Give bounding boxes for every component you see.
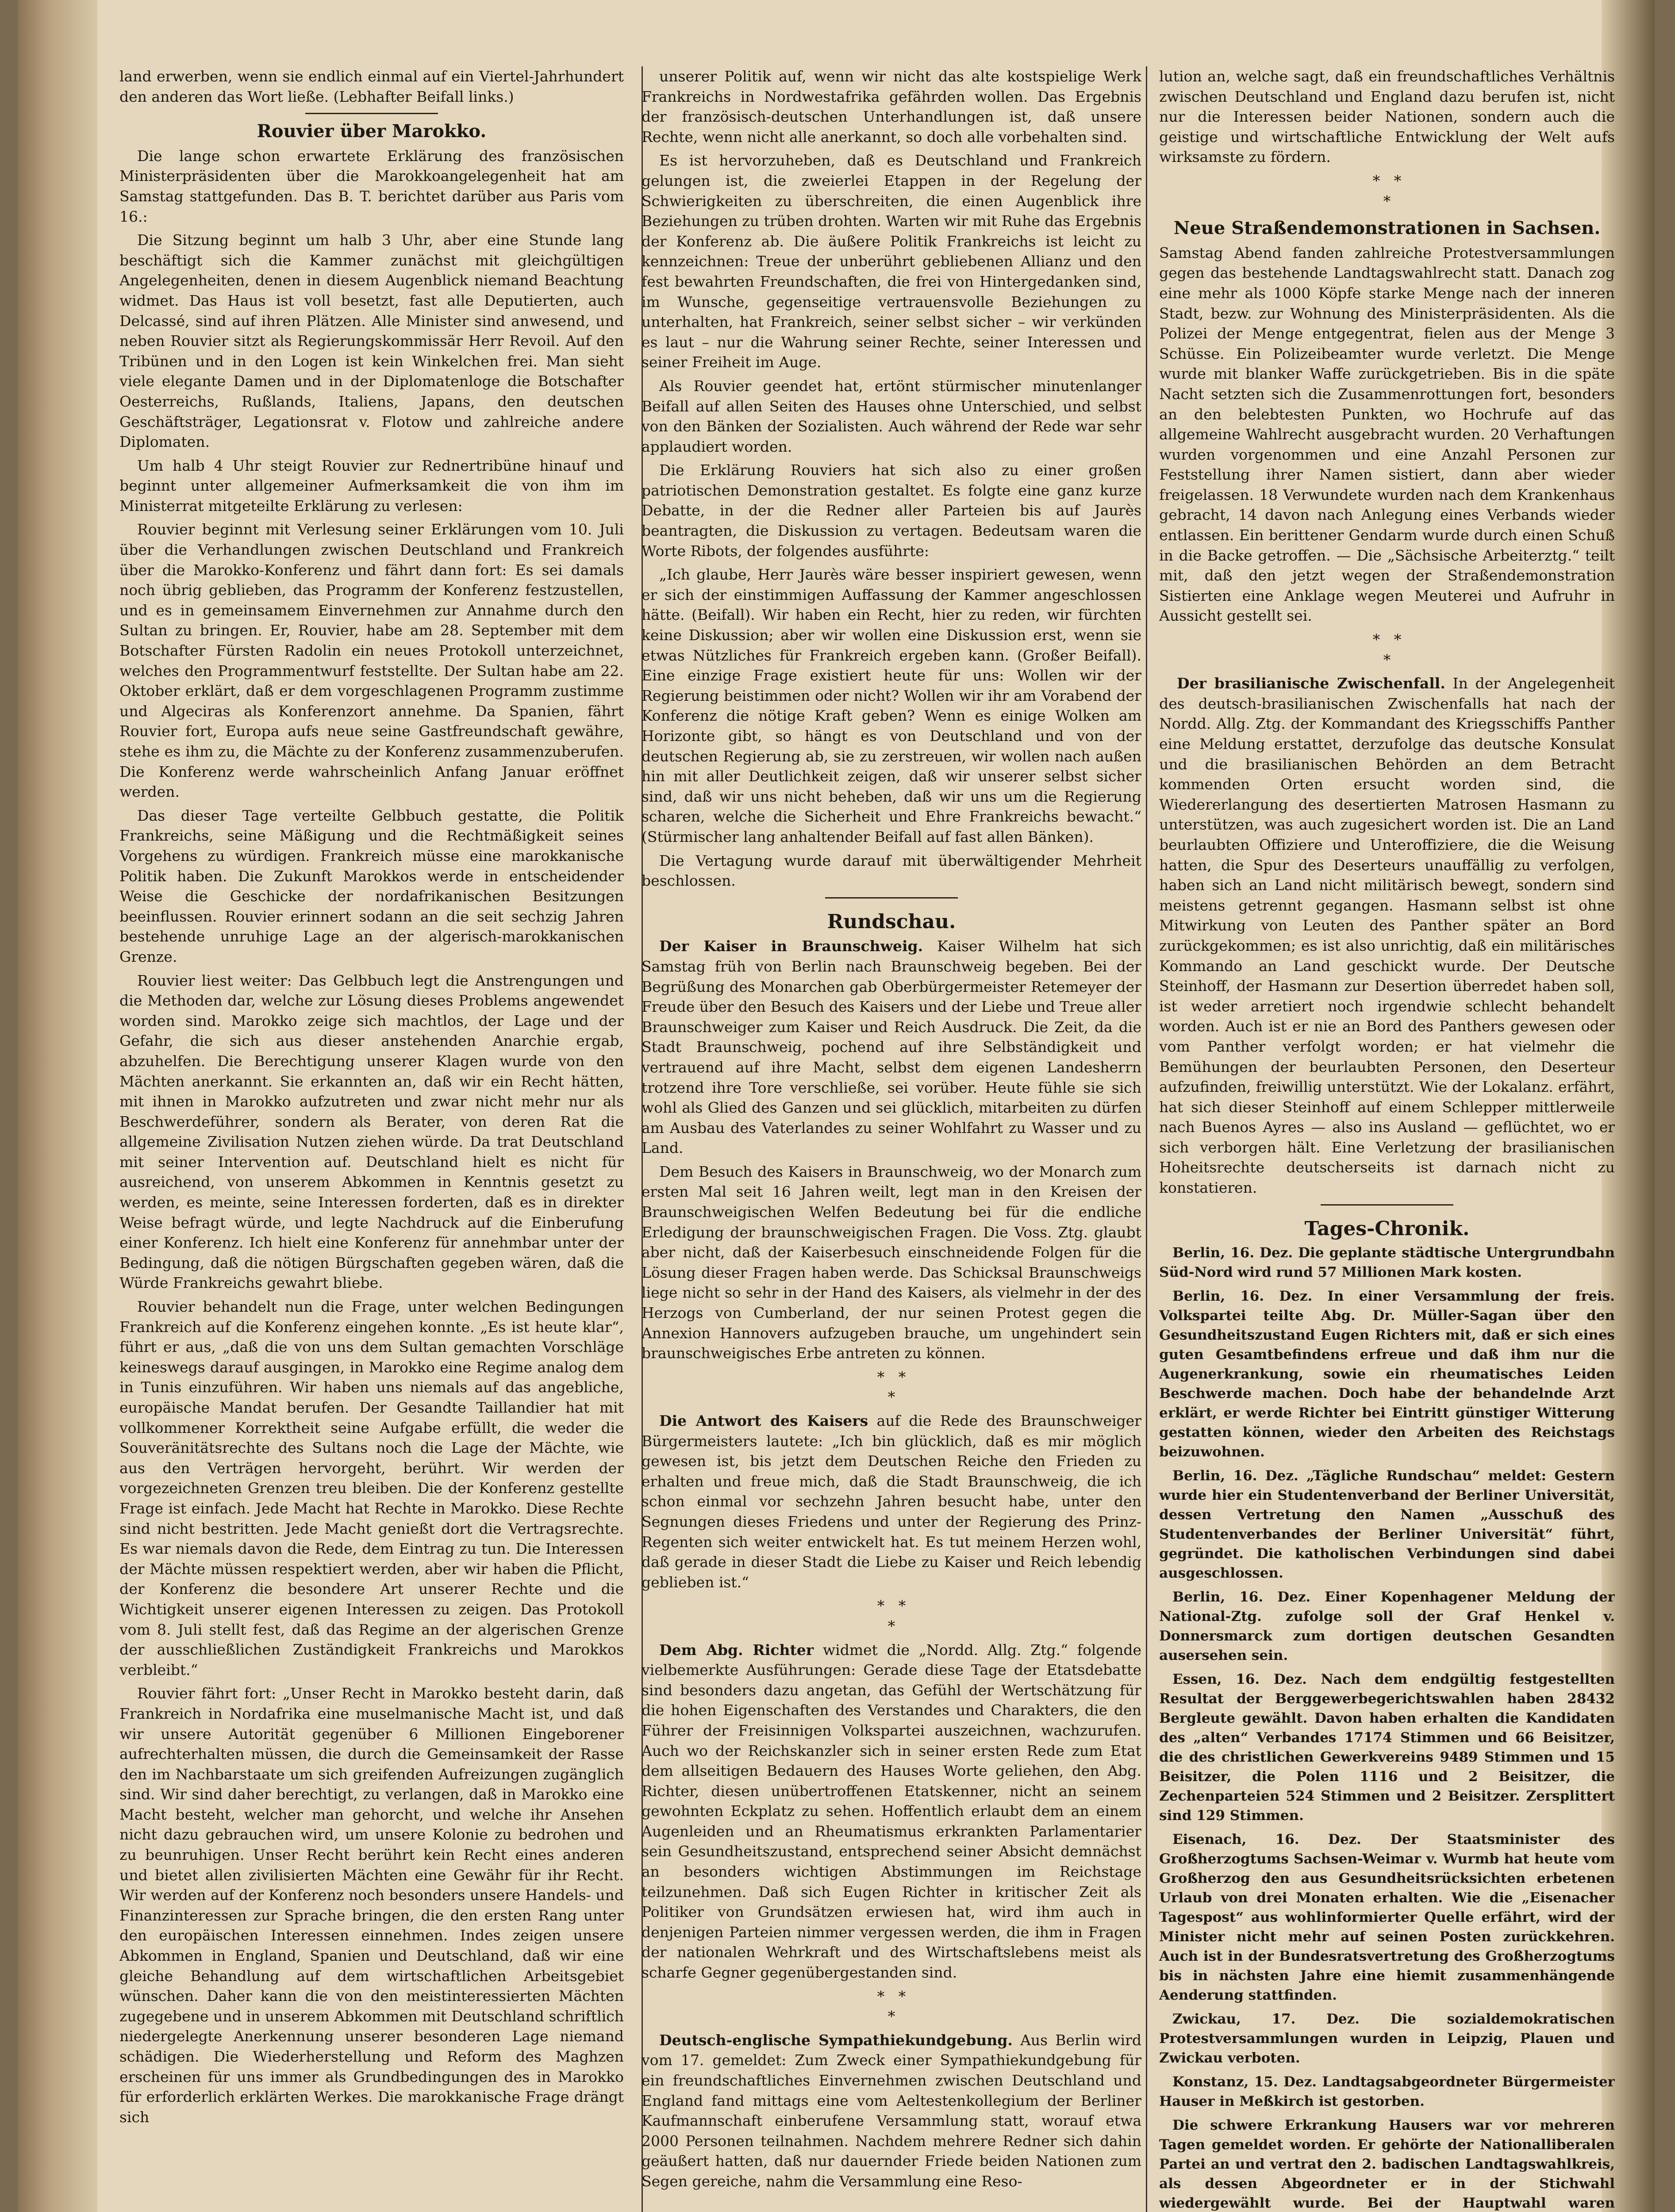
separator-stars: * * * bbox=[1372, 631, 1402, 668]
paragraph: Rouvier liest weiter: Das Gelbbuch legt die Anstrengungen und die Methoden dar, welche zur Lösung dieses Problems angewendet worden sind. Marokko zeige sich machtlos, der Lage und der Gefahr, die sich aus dieser anstehenden Anarchie ergab, abzuhelfen. Die Berechtigung unserer Klagen wurde von den Mächten anerkannt. Sie erkannten an, daß wir ein Recht hätten, mit ihnen in Marokko aufzutreten und zwar nicht mehr nur als Beschwerdeführer, sondern als Berater, von deren Rat die allgemeine Zivilisation Nutzen ziehen würde. Da trat Deutschland mit seiner Intervention auf. Deutschland hielt es nicht für ausreichend, von unserem Abkommen in Kenntnis gesetzt zu werden, es meinte, seine Interessen forderten, daß es in direkter Weise befragt würde, und legte Nachdruck auf die Einberufung einer Konferenz. Ich hielt eine Konferenz für annehmbar unter der Bedingung, daß die nötigen Bürgschaften gegeben wären, daß die Würde Frankreichs gewahrt bliebe. bbox=[119, 972, 624, 1292]
column-3 bbox=[1159, 66, 1615, 2212]
article-text: widmet die „Nordd. Allg. Ztg.“ folgende vielbemerkte Ausführungen: Gerade diese Tage der Etatsdebatte sind besonders dazu angetan, das Gefühl der Wertschätzung für die hohen Eigenschaften des Verstandes und Charakters, die den Führer der Freisinnigen Volkspartei auszeichnen, wachzurufen. Auch wo der Reichskanzler sich in seiner ersten Rede zum Etat dem allseitigen Bedauern des Hauses Worte geliehen, den Abg. Richter, diesen unübertroffenen Etatskenner, nicht an seinem gewohnten Eckplatz zu sehen. Hoffentlich erlaubt dem an einem Augenleiden und an Rheumatismus erkrankten Parlamentarier sein Gesundheitszustand, entsprechend seiner Absicht demnächst an besonders wichtigen Abstimmungen im Reichstage teilzunehmen. Daß sich Eugen Richter in kritischer Zeit als Politiker von Grundsätzen erwiesen hat, wird ihm auch in denjenigen Parteien nimmer vergessen werden, die ihm in Fragen der nationalen Wehrkraft und des Wirtschaftslebens meist als scharfe Gegner gegenübergestanden sind. bbox=[642, 1641, 1141, 1982]
chronicle-list bbox=[1159, 1243, 1615, 2212]
article-body bbox=[119, 146, 624, 2128]
paragraph: Um halb 4 Uhr steigt Rouvier zur Rednertribüne hinauf und beginnt unter allgemeiner Aufmerksamkeit die von ihm im Ministerrat mitgeteilte Erklärung zu verlesen: bbox=[119, 457, 624, 515]
article-body bbox=[642, 66, 1141, 891]
paragraph: Samstag Abend fanden zahlreiche Protestversammlungen gegen das bestehende Landtagswahlrecht statt. Danach zog eine mehr als 1000 Köpfe starke Menge nach der inneren Stadt, bezw. zur Wohnung des Ministerpräsidenten. Als die Polizei der Menge entgegentrat, fielen aus der Menge 3 Schüsse. Ein Polizeibeamter wurde verletzt. Die Menge wurde mit blanker Waffe zurückgetrieben. Bis in die späte Nacht setzten sich die Zusammenrottungen fort, besonders an den belebtesten Punkten, wo Hochrufe auf das allgemeine Wahlrecht ausgebracht wurden. 20 Verhaftungen wurden vorgenommen und eine Anzahl Personen zur Feststellung ihrer Namen sistiert, dann aber wieder freigelassen. 18 Verwundete wurden nach dem Krankenhaus gebracht, 14 davon nach Anlegung eines Verbands wieder entlassen. Ein berittener Gendarm wurde durch einen Schuß in die Backe getroffen. — Die „Sächsische Arbeiterztg.“ teilt mit, daß den jetzt wegen der Straßendemonstration Sistierten eine Anklage wegen Meuterei und Aufruhr in Aussicht gestellt sei. bbox=[1159, 244, 1615, 625]
article-text: In der Angelegenheit des deutsch-brasilianischen Zwischenfalls hat nach der Nordd. Allg. Ztg. der Kommandant des Kriegsschiffs Panther eine Meldung erstattet, derzufolge das deutsche Konsulat und die brasilianischen Behörden an dem Betracht kommenden Orten ersucht worden sind, die Wiedererlangung des desertierten Matrosen Hasmann zu unterstützen, was auch zugesichert worden ist. Die an Land beurlaubten Offiziere und Unteroffiziere, die die Weisung hatten, die Spur des Deserteurs unauffällig zu verfolgen, haben sich an Land nicht militärisch bewegt, sondern sind meistens getrennt gegangen. Hasmann selbst ist ohne Mitwirkung von Leuten des Panther später an Bord zurückgekommen; es ist also unrichtig, daß ein militärisches Kommando an Land geschickt wurde. Der Deutsche Steinhoff, der Hasmann zur Desertion überredet haben soll, ist weder arretiert noch irgendwie schlecht behandelt worden. Auch ist er nie an Bord des Panthers gewesen oder vom Panther verfolgt worden; er hat vielmehr die Bemühungen der beurlaubten Personen, den Deserteur aufzufinden, freiwillig unterstützt. Wie der Lokalanz. erfährt, hat sich dieser Steinhoff auf einem Schlepper mittlerweile nach Buenos Ayres — also ins Ausland — geflüchtet, wo er sich verborgen hält. Eine Verletzung der brasilianischen Hoheitsrechte deutscherseits ist darnach nicht zu konstatieren. bbox=[1159, 675, 1615, 1197]
article-heading: Neue Straßendemonstrationen in Sachsen. bbox=[1173, 218, 1601, 239]
article-heading: Dem Abg. Richter bbox=[659, 1641, 814, 1659]
paragraph: Als Rouvier geendet hat, ertönt stürmischer minutenlanger Beifall auf allen Seiten des Hauses ohne Unterschied, und selbst von den Bänken der Sozialisten. Auch während der Rede war sehr applaudiert worden. bbox=[642, 377, 1141, 455]
separator-stars: * * * bbox=[877, 1987, 906, 2025]
chronicle-item: Berlin, 16. Dez. „Tägliche Rundschau“ meldet: Gestern wurde hier ein Studentenverband der Berliner Universität, dessen Vertretung den Namen „Ausschuß des Studentenverbandes der Berliner Universität“ führt, gegründet. Die katholischen Verbindungen sind dabei ausgeschlossen. bbox=[1159, 1468, 1615, 1582]
chronicle-item: Eisenach, 16. Dez. Der Staatsminister des Großherzogtums Sachsen-Weimar v. Wurmb hat heute vom Großherzog den aus Gesundheitsrücksichten erbetenen Urlaub von drei Monaten erhalten. Wie die „Eisenacher Tagespost“ aus wohlinformierter Quelle erfährt, wird der Minister nicht mehr auf seinen Posten zurückkehren. Auch ist in der Bundesratsvertretung des Großherzogtums bis in nächsten Jahre eine hiemit zusammenhängende Aenderung stattfinden. bbox=[1159, 1832, 1615, 2004]
separator-stars: * * * bbox=[877, 1597, 906, 1635]
paragraph: lution an, welche sagt, daß ein freundschaftliches Verhältnis zwischen Deutschland und England dazu berufen ist, nicht nur die Interessen beider Nationen, sondern auch die geistige und wirtschaftliche Entwicklung der Welt aufs wirksamste zu fördern. bbox=[1159, 68, 1615, 166]
chronicle-item: Berlin, 16. Dez. Die geplante städtische Untergrundbahn Süd-Nord wird rund 57 Millionen Mark kosten. bbox=[1159, 1245, 1615, 1281]
chronicle-item: Zwickau, 17. Dez. Die sozialdemokratischen Protestversammlungen wurden in Leipzig, Plauen und Zwickau verboten. bbox=[1159, 2011, 1615, 2066]
article-text: auf die Rede des Braunschweiger Bürgermeisters lautete: „Ich bin glücklich, daß es mir möglich gewesen ist, bis jetzt dem Deutschen Reiche den Frieden zu erhalten und freue mich, daß die Stadt Braunschweig, die ich schon einmal vor sechzehn Jahren besucht habe, unter den Segnungen dieses Friedens und unter der Regierung des Prinz-Regenten sich weiter entwickelt hat. Es tut meinem Herzen wohl, daß gerade in dieser Stadt die Liebe zu Kaiser und Reich lebendig geblieben ist.“ bbox=[642, 1412, 1141, 1591]
section-heading: Rundschau. bbox=[827, 910, 956, 933]
chronicle-item: Berlin, 16. Dez. Einer Kopenhagener Meldung der National-Ztg. zufolge soll der Graf Henkel v. Donnersmarck zum dortigen deutschen Gesandten ausersehen sein. bbox=[1159, 1589, 1615, 1664]
column-1 bbox=[119, 66, 624, 2212]
section-heading: Tages-Chronik. bbox=[1304, 1217, 1470, 1240]
paragraph: Die lange schon erwartete Erklärung des französischen Ministerpräsidenten über die Marokkoangelegenheit hat am Samstag stattgefunden. Das B. T. berichtet darüber aus Paris vom 16.: bbox=[119, 147, 624, 225]
article-heading: Rouvier über Marokko. bbox=[257, 121, 487, 142]
paragraph: Rouvier behandelt nun die Frage, unter welchen Bedingungen Frankreich auf die Konferenz eingehen konnte. „Es ist heute klar“, führt er aus, „daß die von uns dem Sultan gemachten Vorschläge keineswegs darauf ausgingen, in Marokko eine Regime analog dem in Tunis einzuführen. Wir haben uns niemals auf das angebliche, europäische Mandat berufen. Der Gesandte Taillandier hat mit vollkommener Korrektheit seine Aufgabe erfüllt, die weder die Souveränitätsrechte des Sultans noch die Lage der Mächte, wie aus den Verträgen hervorgeht, berührt. Wir werden der vorgezeichneten Grenzen treu bleiben. Die der Konferenz gestellte Frage ist einfach. Jede Macht hat Rechte in Marokko. Diese Rechte sind nicht bestritten. Jede Macht genießt dort die Vertragsrechte. Es war niemals davon die Rede, dem Eintrag zu tun. Die Interessen der Mächte müssen respektiert werden, aber wir haben die Pflicht, der Konferenz die besondere Art unserer Rechte und die Wichtigkeit unserer eigenen Interessen zu zeigen. Das Protokoll vom 8. Juli stellt fest, daß das Regime an der algerischen Grenze der ausschließlichen Zuständigkeit Frankreichs und Marokkos verbleibt.“ bbox=[119, 1298, 624, 1678]
paragraph: Die Erklärung Rouviers hat sich also zu einer großen patriotischen Demonstration gestaltet. Es folgte eine ganz kurze Debatte, in der die Redner aller Parteien bis auf Jaurès beantragten, die Diskussion zu vertagen. Bedeutsam waren die Worte Ribots, der folgendes ausführte: bbox=[642, 461, 1141, 560]
paragraph: Die Vertagung wurde darauf mit überwältigender Mehrheit beschlossen. bbox=[642, 852, 1141, 890]
chronicle-item: Konstanz, 15. Dez. Landtagsabgeordneter Bürgermeister Hauser in Meßkirch ist gestorben. bbox=[1159, 2074, 1615, 2110]
article-text: Kaiser Wilhelm hat sich Samstag früh von Berlin nach Braunschweig begeben. Bei der Begrüßung des Monarchen gab Oberbürgermeister Retemeyer der Freude über den Besuch des Kaisers und der Liebe und Treue aller Braunschweiger zum Kaiser und Reich Ausdruck. Die Zeit, da die Stadt Braunschweig, pochend auf ihre Selbständigkeit und vertrauend auf ihre Macht, selbst dem eigenen Landesherrn trotzend ihre Tore verschließe, sei vorüber. Heute fühle sie sich wohl als Glied des Ganzen und sei glücklich, mitarbeiten zu dürfen am Ausbau des Vaterlandes zu seiner Wohlfahrt zu Wasser und zu Land. bbox=[642, 937, 1141, 1157]
paragraph: Die Sitzung beginnt um halb 3 Uhr, aber eine Stunde lang beschäftigt sich die Kammer zunächst mit gleichgültigen Angelegenheiten, denen in diesem Augenblick niemand Beachtung widmet. Das Haus ist voll besetzt, fast alle Deputierten, auch Delcassé, sind auf ihren Plätzen. Alle Minister sind anwesend, und neben Rouvier sitzt als Regierungskommissär Herr Revoil. Auf den Tribünen und in den Logen ist kein Winkelchen frei. Man sieht viele elegante Damen und in der Diplomatenloge die Botschafter Oesterreichs, Rußlands, Italiens, Japans, den deutschen Geschäftsträger, Legationsrat v. Flotow und zahlreiche andere Diplomaten. bbox=[119, 231, 624, 451]
paragraph: unserer Politik auf, wenn wir nicht das alte kostspielige Werk Frankreichs in Nordwestafrika gefährden wollen. Das Ergebnis der französisch-deutschen Unterhandlungen ist, daß unsere Rechte, wenn nicht alle anerkannt, so doch alle vorbehalten sind. bbox=[642, 68, 1141, 146]
paragraph: Das dieser Tage verteilte Gelbbuch gestatte, die Politik Frankreichs, seine Mäßigung und die Rechtmäßigkeit seines Vorgehens zu würdigen. Frankreich müsse eine marokkanische Politik haben. Die Zukunft Marokkos werde in entscheidender Weise die Geschicke der nordafrikanischen Besitzungen beeinflussen. Rouvier erinnert sodann an die seit sechzig Jahren bestehende unruhige Lage an der algerisch-marokkanischen Grenze. bbox=[119, 806, 624, 965]
paragraph: Dem Besuch des Kaisers in Braunschweig, wo der Monarch zum ersten Mal seit 16 Jahren weilt, legt man in den Kreisen der Braunschweigischen Welfen Bedeutung bei für die endliche Erledigung der braunschweigischen Fragen. Die Voss. Ztg. glaubt aber nicht, daß der Kaiserbesuch einschneidende Folgen für die Lösung dieser Fragen haben werde. Das Schicksal Braunschweigs liege nicht so sehr in der Hand des Kaisers, als vielmehr in der des Herzogs von Cumberland, der nur seinen Protest gegen die Annexion Hannovers aufzugeben brauche, um ungehindert sein braunschweigisches Erbe antreten zu können. bbox=[642, 1163, 1141, 1362]
chronicle-item: Berlin, 16. Dez. In einer Versammlung der freis. Volkspartei teilte Abg. Dr. Müller-Sagan über den Gesundheitszustand Eugen Richters mit, daß er sich eines guten Gesamtbefindens erfreue und daß ihm nur die Augenerkrankung, sowie ein rheumatisches Leiden Beschwerde machen. Doch habe der behandelnde Arzt erklärt, er werde Richter bei Eintritt günstiger Witterung gestatten können, wieder den Arbeiten des Reichstags beizuwohnen. bbox=[1159, 1288, 1615, 1460]
chronicle-item: Essen, 16. Dez. Nach dem endgültig festgestellten Resultat der Berggewerbegerichtswahlen haben 28432 Bergleute gewählt. Davon haben erhalten die Kandidaten des „alten“ Verbandes 17174 Stimmen und 66 Beisitzer, die des christlichen Gewerkvereins 9489 Stimmen und 15 Beisitzer, die Polen 1116 und 2 Beisitzer, die Zechenparteien 524 Stimmen und 2 Beisitzer. Zersplittert sind 129 Stimmen. bbox=[1159, 1671, 1615, 1824]
article-heading: Die Antwort des Kaisers bbox=[659, 1412, 868, 1429]
paragraph: Rouvier fährt fort: „Unser Recht in Marokko besteht darin, daß Frankreich in Nordafrika eine muselmanische Macht ist, und daß wir unsere Autorität gegenüber 6 Millionen Eingeborener aufrechterhalten müssen, die durch die Gemeinsamkeit der Rasse den im Nachbarstaate um sich greifenden Aufreizungen zugänglich sind. Wir sind daher berechtigt, zu verlangen, daß in Marokko eine Macht besteht, welcher man gehorcht, und welche ihr Ansehen nicht dazu gebrauchen wird, um unsere Kolonie zu bedrohen und zu beunruhigen. Unser Recht berührt kein Recht eines anderen und bietet allen zivilisierten Mächten eine Gewähr für ihr Recht. Wir werden auf der Konferenz noch besonders unsere Handels- und Finanzinteressen zur Sprache bringen, die den ersten Rang unter den europäischen Interessen einnehmen. Indes zeigen unsere Abkommen in England, Spanien und Deutschland, daß wir eine gleiche Behandlung auf dem wirtschaftlichen Arbeitsgebiet wünschen. Daher kann die von den meistinteressierten Mächten zugegebene und in unserem Abkommen mit Deutschland schriftlich niedergelegte Anerkennung unserer besonderen Lage niemand schädigen. Die Wiederherstellung und Reform des Maghzen erscheinen für uns immer als Grundbedingungen des in Marokko für erforderlich erklärten Werkes. Die marokkanische Frage drängt sich bbox=[119, 1685, 624, 2126]
paragraph: „Ich glaube, Herr Jaurès wäre besser inspiriert gewesen, wenn er sich der einstimmigen Auffassung der Kammer angeschlossen hätte. (Beifall). Wir haben ein Recht, hier zu reden, wir fürchten keine Diskussion; aber wir wollen eine Diskussion erst, wenn sie etwas Nützliches für Frankreich ergeben kann. (Großer Beifall). Eine einzige Frage existiert heute für uns: Wollen wir der Regierung beistimmen oder nicht? Wollen wir ihr am Vorabend der Konferenz die nötige Kraft geben? Wenn es einige Wolken am Horizonte gibt, so hängt es von Deutschland und von der deutschen Regierung ab, sie zu zerstreuen, wir wollen nach außen hin mit aller Deutlichkeit zeigen, daß wir unserer selbst sicher sind, daß wir uns nicht beheben, daß wir uns um die Regierung scharen, welche die Sicherheit und Ehre Frankreichs bewacht.“ (Stürmischer lang anhaltender Beifall auf fast allen Bänken). bbox=[642, 566, 1141, 845]
divider bbox=[1321, 1204, 1453, 1206]
paragraph: Rouvier beginnt mit Verlesung seiner Erklärungen vom 10. Juli über die Verhandlungen zwischen Deutschland und Frankreich über die Marokko-Konferenz und fährt dann fort: Es sei damals noch übrig geblieben, das Programm der Konferenz festzustellen, und es in gemeinsamem Einvernehmen zur Annahme durch den Sultan zu bringen. Er, Rouvier, habe am 28. September mit dem Botschafter Fürsten Radolin ein neues Protokoll unterzeichnet, welches den Programmentwurf feststellte. Der Sultan habe am 22. Oktober erklärt, daß er dem vorgeschlagenen Programm zustimme und Algeciras als Konferenzort annehme. Da Spanien, fährt Rouvier fort, Europa aufs neue seine Gastfreundschaft gewähre, stehe es ihm zu, die Mächte zu der Konferenz zusammenzuberufen. Die Konferenz werde wahrscheinlich Anfang Januar eröffnet werden. bbox=[119, 521, 624, 801]
article-text: Aus Berlin wird vom 17. gemeldet: Zum Zweck einer Sympathiekundgebung für ein freundschaftliches Einvernehmen zwischen Deutschland und England fand mittags eine vom Aeltestenkollegium der Berliner Kaufmannschaft einberufene Versammlung statt, worauf etwa 2000 Personen teilnahmen. Nachdem mehrere Redner sich dahin geäußert hatten, daß nur dauernder Friede beiden Nationen zum Segen gereiche, nahm die Versammlung eine Reso- bbox=[642, 2031, 1141, 2190]
chronicle-item: Die schwere Erkrankung Hausers war vor mehreren Tagen gemeldet worden. Er gehörte der Nationalliberalen Partei an und vertrat den 2. badischen Landtagswahlkreis, als dessen Abgeordneter er in der Stichwahl wiedergewählt wurde. Bei der Hauptwahl waren bbox=[1159, 2117, 1615, 2212]
article-heading: Deutsch-englische Sympathiekundgebung. bbox=[659, 2031, 1013, 2049]
newspaper-page bbox=[18, 0, 1655, 2212]
divider bbox=[305, 113, 438, 114]
article-heading: Der brasilianische Zwischenfall. bbox=[1177, 675, 1445, 692]
paragraph: land erwerben, wenn sie endlich einmal auf ein Viertel-Jahrhundert den anderen das Wort ließe. (Lebhafter Beifall links.) bbox=[119, 68, 624, 105]
article-heading: Der Kaiser in Braunschweig. bbox=[659, 937, 923, 955]
separator-stars: * * * bbox=[1372, 172, 1402, 210]
column-2 bbox=[642, 66, 1141, 2212]
book-binding bbox=[18, 0, 97, 2212]
separator-stars: * * * bbox=[877, 1368, 906, 1406]
divider bbox=[825, 897, 958, 899]
paragraph: Es ist hervorzuheben, daß es Deutschland und Frankreich gelungen ist, die zweierlei Etappen in der Regelung der Schwierigkeiten zu überschreiten, die einen Augenblick ihre Beziehungen zu trüben drohten. Warten wir mit Ruhe das Ergebnis der Konferenz ab. Die äußere Politik Frankreichs ist leicht zu kennzeichnen: Treue der unberührt gebliebenen Allianz und den fest bewahrten Freundschaften, die frei von Hintergedanken sind, im Wunsche, gegenseitige vertrauensvolle Beziehungen zu unterhalten, hat Frankreich, seiner selbst sicher – wir verkünden es laut – nur die Wahrung seiner Rechte, seiner Interessen und seiner Freiheit im Auge. bbox=[642, 152, 1141, 371]
